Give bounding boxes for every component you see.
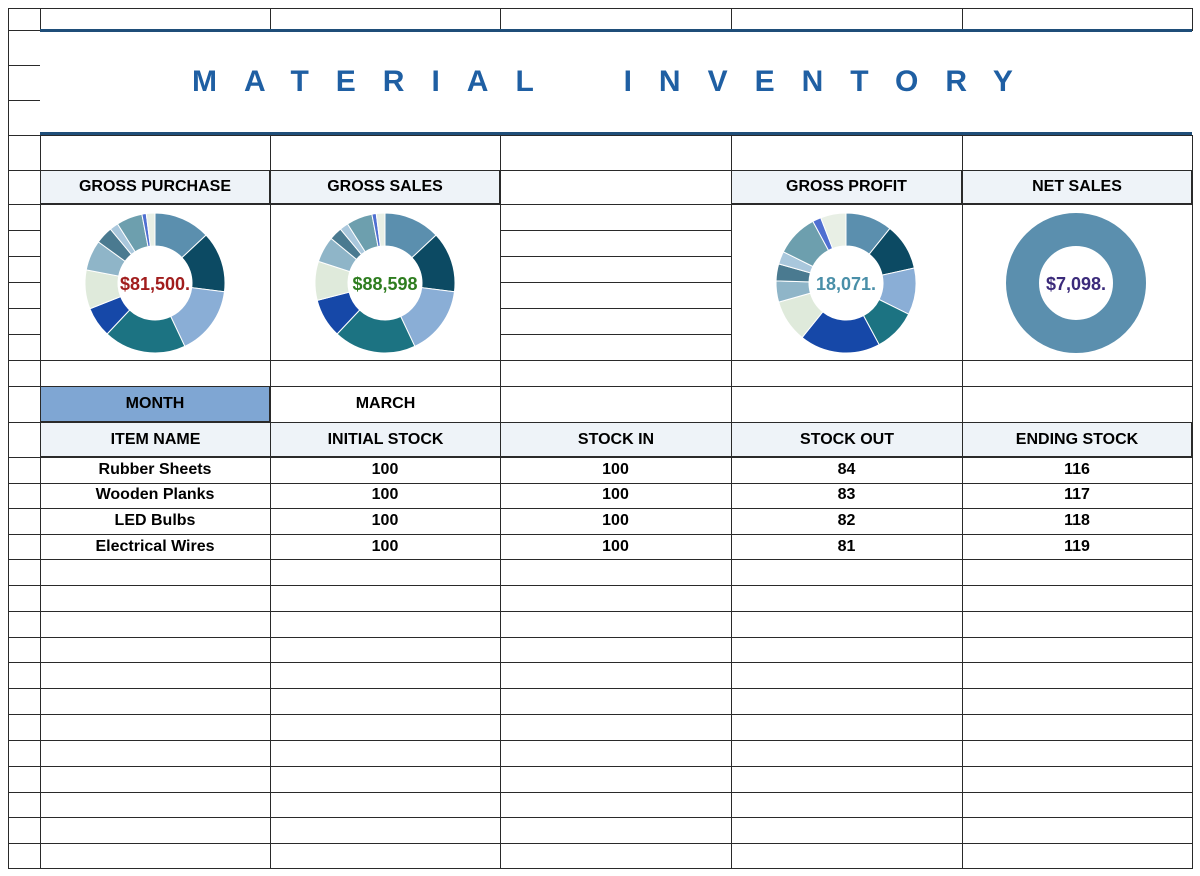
row-header-cell[interactable] — [8, 792, 41, 818]
grid-cell[interactable] — [962, 817, 1193, 844]
grid-cell[interactable] — [40, 714, 271, 741]
table-cell-stock-out[interactable]: 81 — [837, 537, 856, 555]
grid-cell[interactable] — [500, 308, 732, 335]
grid-cell[interactable] — [731, 360, 963, 387]
grid-cell[interactable] — [40, 360, 271, 387]
grid-cell[interactable] — [962, 585, 1193, 612]
grid-cell[interactable] — [500, 843, 732, 869]
row-header-cell[interactable] — [8, 308, 41, 335]
grid-cell[interactable] — [731, 611, 963, 638]
grid-cell[interactable] — [500, 585, 732, 612]
grid-cell[interactable] — [500, 792, 732, 818]
grid-cell[interactable] — [731, 662, 963, 689]
grid-cell[interactable] — [500, 256, 732, 283]
table-cell-item-name[interactable]: Wooden Planks — [95, 486, 215, 503]
grid-cell[interactable] — [731, 714, 963, 741]
grid-cell[interactable] — [731, 792, 963, 818]
grid-cell[interactable] — [962, 766, 1193, 793]
row-header-cell[interactable] — [8, 386, 41, 423]
grid-cell[interactable] — [500, 204, 732, 231]
grid-cell[interactable] — [500, 637, 732, 663]
grid-cell[interactable] — [40, 135, 271, 171]
grid-cell[interactable] — [270, 585, 501, 612]
grid-cell[interactable] — [962, 559, 1193, 586]
row-header-cell[interactable] — [8, 282, 41, 309]
grid-cell[interactable] — [731, 843, 963, 869]
grid-cell[interactable] — [270, 611, 501, 638]
kpi-value-net-sales: $7,098. — [1045, 274, 1107, 294]
page-title: MATERIAL INVENTORY — [192, 65, 1040, 98]
column-header-item-name: ITEM NAME — [40, 422, 271, 457]
grid-cell[interactable] — [500, 334, 732, 361]
table-cell-initial-stock[interactable]: 100 — [371, 537, 399, 555]
grid-cell[interactable] — [40, 637, 271, 663]
grid-cell[interactable] — [270, 662, 501, 689]
column-header-ending-stock: ENDING STOCK — [962, 422, 1192, 457]
row-header-cell[interactable] — [8, 534, 41, 560]
grid-cell[interactable] — [962, 8, 1193, 31]
table-cell-stock-in[interactable]: 100 — [602, 537, 629, 555]
row-header-cell[interactable] — [8, 8, 41, 31]
grid-cell[interactable] — [270, 637, 501, 663]
kpi-value-gross-sales: $88,598 — [352, 274, 418, 294]
kpi-label-net-sales: NET SALES — [962, 170, 1192, 204]
grid-cell[interactable] — [962, 714, 1193, 741]
title-band — [40, 29, 1192, 135]
table-cell-initial-stock[interactable]: 100 — [371, 461, 399, 478]
row-header-cell[interactable] — [8, 204, 41, 231]
row-header-cell[interactable] — [8, 637, 41, 663]
gross-purchase-donut — [75, 203, 235, 363]
grid-cell[interactable] — [731, 585, 963, 612]
column-header-stock-out: STOCK OUT — [731, 422, 963, 457]
row-header-cell[interactable] — [8, 334, 41, 361]
grid-cell[interactable] — [731, 8, 963, 31]
grid-cell[interactable] — [270, 8, 501, 31]
row-header-cell[interactable] — [8, 766, 41, 793]
grid-cell[interactable] — [270, 740, 501, 767]
grid-cell[interactable] — [500, 386, 732, 423]
row-header-cell[interactable] — [8, 817, 41, 844]
row-header-cell[interactable] — [8, 65, 41, 101]
row-header-cell[interactable] — [8, 100, 41, 136]
row-header-cell[interactable] — [8, 843, 41, 869]
grid-cell[interactable] — [500, 170, 732, 205]
grid-cell[interactable] — [731, 766, 963, 793]
grid-cell[interactable] — [40, 817, 271, 844]
kpi-label-gross-sales: GROSS SALES — [270, 170, 500, 204]
grid-cell[interactable] — [40, 792, 271, 818]
row-header-cell[interactable] — [8, 483, 41, 509]
table-cell-ending-stock[interactable]: 117 — [1064, 486, 1090, 503]
grid-cell[interactable] — [270, 559, 501, 586]
table-cell-item-name[interactable]: LED Bulbs — [114, 512, 196, 529]
table-cell-stock-in[interactable]: 100 — [602, 461, 629, 478]
table-cell-stock-in[interactable]: 100 — [602, 486, 629, 503]
grid-cell[interactable] — [40, 740, 271, 767]
grid-cell[interactable] — [270, 792, 501, 818]
grid-cell[interactable] — [962, 386, 1193, 423]
row-header-cell[interactable] — [8, 662, 41, 689]
table-cell-initial-stock[interactable]: 100 — [371, 512, 399, 529]
grid-cell[interactable] — [731, 559, 963, 586]
grid-cell[interactable] — [270, 360, 501, 387]
row-header-cell[interactable] — [8, 135, 41, 171]
gross-sales-donut — [305, 203, 465, 363]
kpi-value-gross-purchase: $81,500. — [119, 274, 191, 294]
grid-cell[interactable] — [962, 135, 1193, 171]
row-header-cell[interactable] — [8, 230, 41, 257]
grid-cell[interactable] — [500, 817, 732, 844]
month-label: MONTH — [40, 386, 270, 422]
grid-cell[interactable] — [270, 843, 501, 869]
grid-cell[interactable] — [962, 740, 1193, 767]
grid-cell[interactable] — [500, 8, 732, 31]
row-header-cell[interactable] — [8, 170, 41, 205]
grid-cell[interactable] — [500, 611, 732, 638]
kpi-label-gross-purchase: GROSS PURCHASE — [40, 170, 270, 204]
grid-cell[interactable] — [962, 688, 1193, 715]
grid-cell[interactable] — [40, 688, 271, 715]
row-header-cell[interactable] — [8, 688, 41, 715]
grid-cell[interactable] — [270, 714, 501, 741]
gross-profit-donut — [766, 203, 926, 363]
month-value[interactable]: MARCH — [271, 387, 500, 421]
grid-cell[interactable] — [40, 585, 271, 612]
table-cell-stock-out[interactable]: 82 — [837, 512, 856, 529]
table-cell-ending-stock[interactable]: 118 — [1064, 512, 1090, 529]
grid-cell[interactable] — [962, 637, 1193, 663]
row-header-cell[interactable] — [8, 559, 41, 586]
table-cell-stock-in[interactable]: 100 — [602, 512, 629, 529]
grid-cell[interactable] — [40, 559, 271, 586]
table-cell-stock-out[interactable]: 83 — [837, 486, 856, 503]
grid-cell[interactable] — [500, 740, 732, 767]
grid-cell[interactable] — [40, 662, 271, 689]
row-header-cell[interactable] — [8, 422, 41, 458]
grid-cell[interactable] — [500, 135, 732, 171]
row-header-cell[interactable] — [8, 360, 41, 387]
grid-cell[interactable] — [40, 766, 271, 793]
grid-cell[interactable] — [731, 135, 963, 171]
grid-cell[interactable] — [731, 740, 963, 767]
grid-cell[interactable] — [40, 843, 271, 869]
kpi-label-gross-profit: GROSS PROFIT — [731, 170, 962, 204]
grid-cell[interactable] — [500, 282, 732, 309]
row-header-cell[interactable] — [8, 508, 41, 535]
grid-cell[interactable] — [500, 360, 732, 387]
grid-cell[interactable] — [40, 611, 271, 638]
grid-cell[interactable] — [500, 230, 732, 257]
grid-cell[interactable] — [270, 688, 501, 715]
grid-cell[interactable] — [731, 637, 963, 663]
grid-cell[interactable] — [40, 8, 271, 31]
table-cell-stock-out[interactable]: 84 — [837, 461, 856, 478]
grid-cell[interactable] — [962, 662, 1193, 689]
table-cell-initial-stock[interactable]: 100 — [371, 486, 399, 503]
grid-cell[interactable] — [500, 688, 732, 715]
grid-cell[interactable] — [500, 559, 732, 586]
column-header-stock-in: STOCK IN — [500, 422, 732, 457]
grid-cell[interactable] — [270, 135, 501, 171]
grid-cell[interactable] — [731, 386, 963, 423]
grid-cell[interactable] — [731, 688, 963, 715]
table-cell-item-name[interactable]: Electrical Wires — [95, 537, 215, 555]
grid-cell[interactable] — [962, 611, 1193, 638]
row-header-cell[interactable] — [8, 256, 41, 283]
table-cell-ending-stock[interactable]: 119 — [1064, 537, 1090, 555]
row-header-cell[interactable] — [8, 585, 41, 612]
grid-cell[interactable] — [962, 792, 1193, 818]
grid-cell[interactable] — [962, 360, 1193, 387]
table-cell-item-name[interactable]: Rubber Sheets — [98, 461, 212, 478]
row-header-cell[interactable] — [8, 457, 41, 484]
kpi-value-gross-profit: 18,071. — [815, 274, 877, 294]
row-header-cell[interactable] — [8, 30, 41, 66]
grid-cell[interactable] — [731, 817, 963, 844]
net-sales-donut — [996, 203, 1156, 363]
grid-cell[interactable] — [500, 662, 732, 689]
table-cell-ending-stock[interactable]: 116 — [1064, 461, 1090, 478]
grid-cell[interactable] — [500, 766, 732, 793]
row-header-cell[interactable] — [8, 740, 41, 767]
row-header-cell[interactable] — [8, 714, 41, 741]
grid-cell[interactable] — [500, 714, 732, 741]
column-header-initial-stock: INITIAL STOCK — [270, 422, 501, 457]
grid-cell[interactable] — [962, 843, 1193, 869]
grid-cell[interactable] — [270, 766, 501, 793]
grid-cell[interactable] — [270, 817, 501, 844]
row-header-cell[interactable] — [8, 611, 41, 638]
